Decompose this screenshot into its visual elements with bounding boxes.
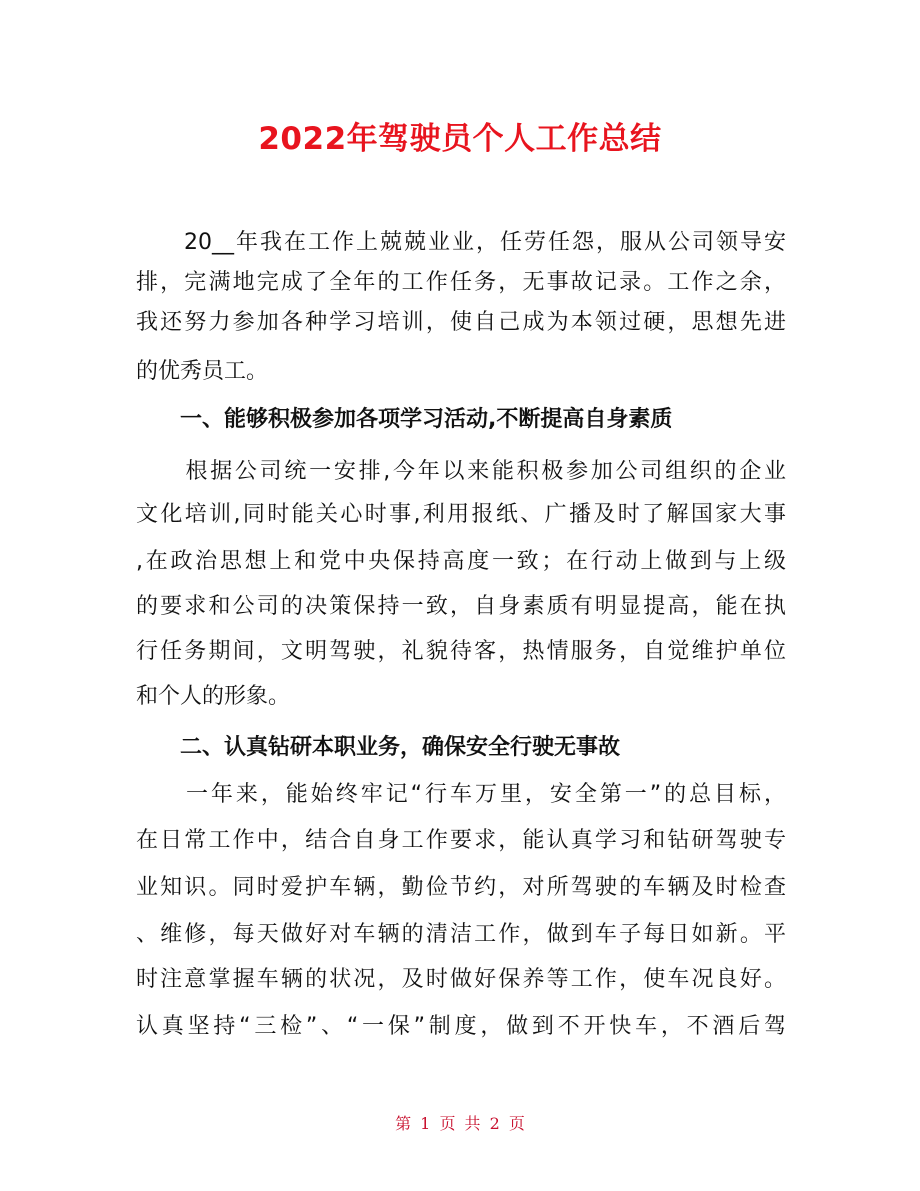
document-title: 2022年驾驶员个人工作总结 bbox=[258, 121, 662, 157]
body-line: 的优秀员工。 bbox=[136, 359, 269, 384]
body-line: 排，完满地完成了全年的工作任务，无事故记录。工作之余， bbox=[136, 270, 786, 295]
body-line: 文化培训,同时能关心时事,利用报纸、广播及时了解国家大事 bbox=[136, 502, 786, 527]
body-line: 根据公司统一安排,今年以来能积极参加公司组织的企业 bbox=[136, 459, 786, 484]
body-line: ,在政治思想上和党中央保持高度一致；在行动上做到与上级 bbox=[136, 549, 786, 574]
body-line: 和个人的形象。 bbox=[136, 684, 291, 709]
body-line: 行任务期间，文明驾驶，礼貌待客，热情服务，自觉维护单位 bbox=[136, 639, 786, 664]
body-line: 在日常工作中，结合自身工作要求，能认真学习和钻研驾驶专 bbox=[136, 828, 786, 853]
body-line: 认真坚持“三检”、“一保”制度，做到不开快车，不酒后驾 bbox=[136, 1014, 786, 1039]
body-line: 时注意掌握车辆的状况，及时做好保养等工作，使车况良好。 bbox=[136, 967, 786, 992]
body-line: 一年来，能始终牢记“行车万里，安全第一”的总目标， bbox=[136, 782, 786, 807]
section-heading-2: 二、认真钻研本职业务，确保安全行驶无事故 bbox=[136, 735, 621, 760]
body-line: 、维修，每天做好对车辆的清洁工作，做到车子每日如新。平 bbox=[136, 922, 786, 947]
page-number-footer: 第 1 页 共 2 页 bbox=[395, 1114, 525, 1133]
body-line: 我还努力参加各种学习培训，使自己成为本领过硬，思想先进 bbox=[136, 310, 786, 335]
section-heading-1: 一、能够积极参加各项学习活动,不断提高自身素质 bbox=[136, 407, 673, 432]
body-line: 的要求和公司的决策保持一致，自身素质有明显提高，能在执 bbox=[136, 594, 786, 619]
body-line: 20__年我在工作上兢兢业业，任劳任怨，服从公司领导安 bbox=[136, 230, 786, 255]
body-line: 业知识。同时爱护车辆，勤俭节约，对所驾驶的车辆及时检查 bbox=[136, 875, 786, 900]
